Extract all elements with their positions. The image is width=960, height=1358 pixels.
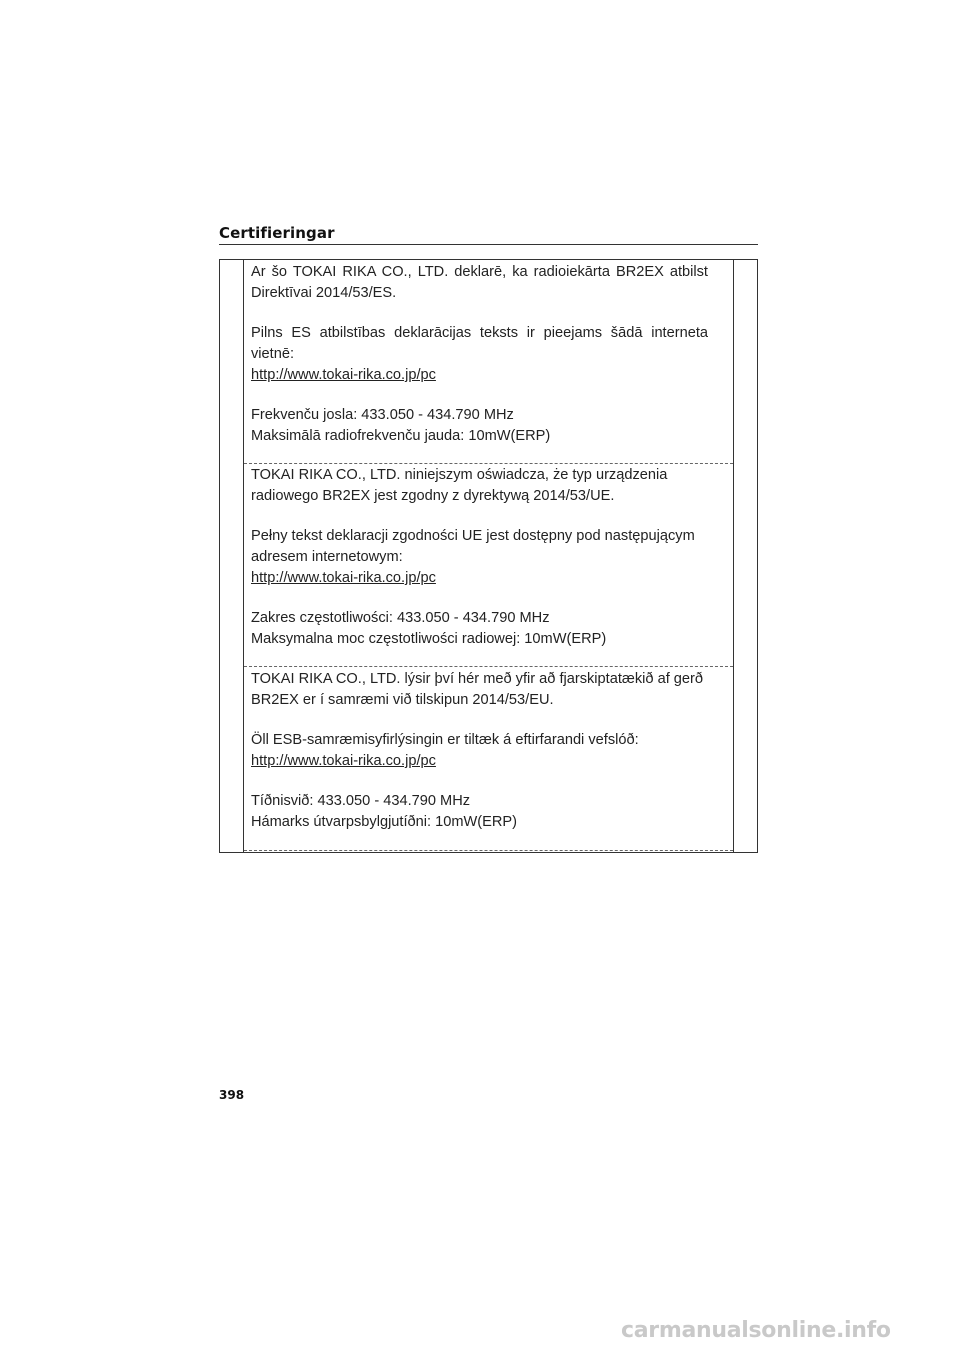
frequency-band: Tíðnisvið: 433.050 - 434.790 MHz [251, 793, 471, 809]
declaration-block-is [244, 669, 733, 833]
declaration-url-link[interactable]: http://www.tokai-rika.co.jp/pc [251, 367, 436, 383]
watermark: carmanualsonline.info [621, 1318, 891, 1343]
title-divider [219, 244, 758, 245]
declaration-full-text-intro: Pilns ES atbilstības deklarācijas teksts ir pieejams šādā interneta vietnē: [251, 325, 708, 362]
frequency-band: Frekvenču josla: 433.050 - 434.790 MHz [251, 407, 514, 423]
max-power: Maksimālā radiofrekvenču jauda: 10mW(ERP) [251, 428, 551, 444]
section-title: Certifieringar [219, 224, 335, 242]
declaration-block-pl [244, 465, 733, 650]
max-power: Hámarks útvarpsbylgjutíðni: 10mW(ERP) [251, 814, 518, 830]
declaration-url-link[interactable]: http://www.tokai-rika.co.jp/pc [251, 570, 436, 586]
block-separator [244, 463, 733, 464]
declaration-full-text-intro: Pełny tekst deklaracji zgodności UE jest dostępny pod następującym adresem internetowym: [251, 528, 695, 565]
declaration-statement: TOKAI RIKA CO., LTD. niniejszym oświadcza, że typ urządzenia radiowego BR2EX jest zgodny z dyrektywą 2014/53/UE. [251, 467, 668, 504]
declaration-statement: Ar šo TOKAI RIKA CO., LTD. deklarē, ka radioiekārta BR2EX atbilst Direktīvai 2014/53/ES. [251, 264, 708, 301]
declaration-statement: TOKAI RIKA CO., LTD. lýsir því hér með yfir að fjarskiptatækið af gerð BR2EX er í samræmi við tilskipun 2014/53/EU. [251, 671, 704, 708]
block-separator [244, 850, 733, 851]
page-number: 398 [219, 1088, 245, 1102]
frequency-band: Zakres częstotliwości: 433.050 - 434.790 MHz [251, 610, 550, 626]
declaration-block-lv [244, 262, 733, 447]
declaration-full-text-intro: Öll ESB-samræmisyfirlýsingin er tiltæk á eftirfarandi vefslóð: [251, 732, 639, 748]
max-power: Maksymalna moc częstotliwości radiowej: 10mW(ERP) [251, 631, 607, 647]
block-separator [244, 666, 733, 667]
declaration-url-link[interactable]: http://www.tokai-rika.co.jp/pc [251, 753, 436, 769]
